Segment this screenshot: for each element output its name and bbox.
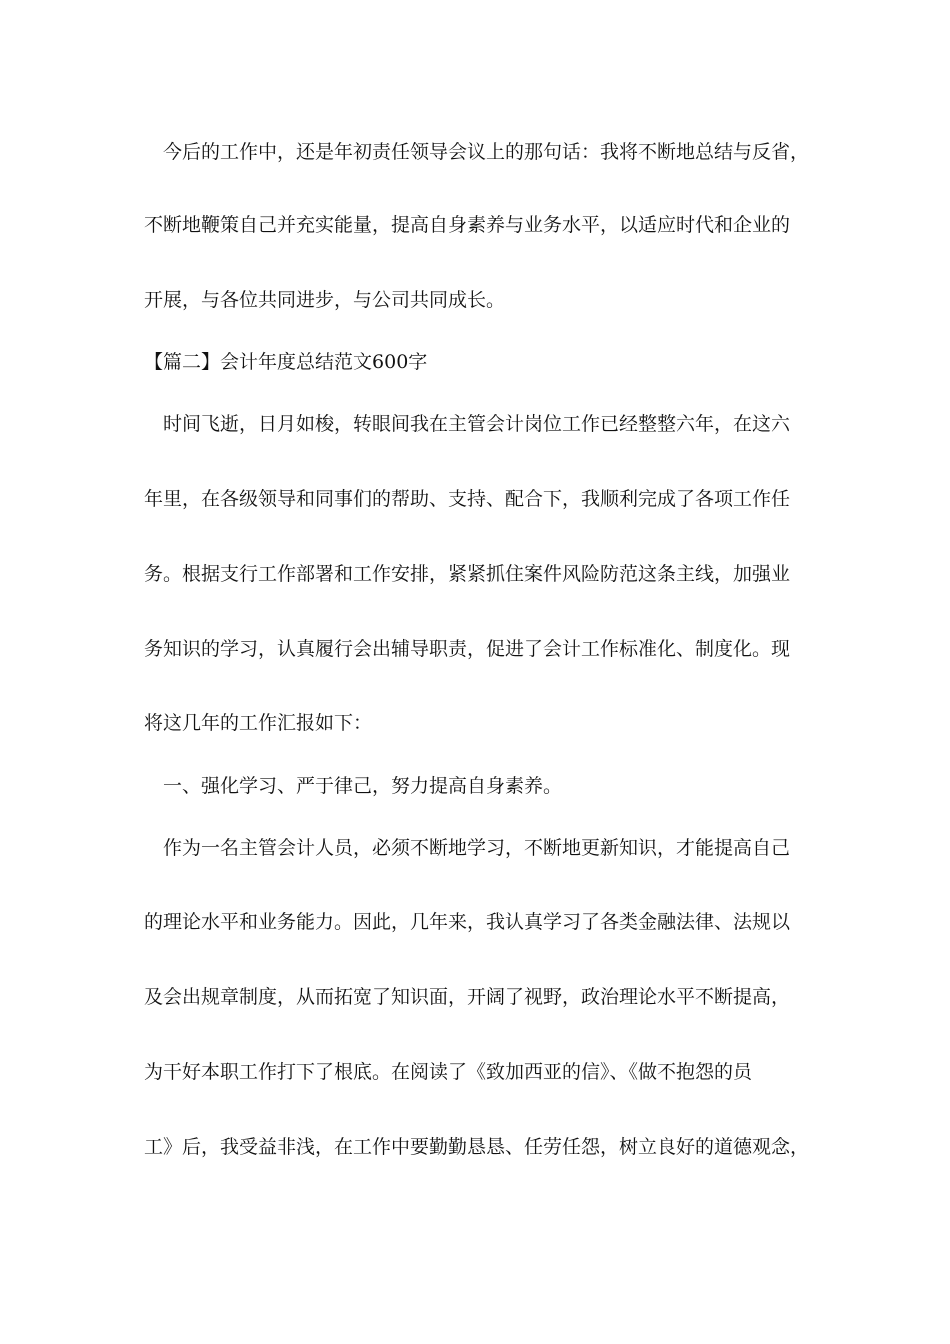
paragraph-line: 的理论水平和业务能力。因此，几年来，我认真学习了各类金融法律、法规以 (144, 911, 791, 933)
paragraph-line: 为干好本职工作打下了根底。在阅读了《致加西亚的信》、《做不抱怨的员 (144, 1061, 753, 1083)
heading-number: 600 (372, 351, 409, 373)
paragraph-line: 务知识的学习，认真履行会出辅导职责，促进了会计工作标准化、制度化。现 (144, 638, 791, 660)
paragraph-line: 工》后，我受益非浅，在工作中要勤勤恳恳、任劳任怨，树立良好的道德观念， (144, 1136, 810, 1158)
paragraph-line: 时间飞逝，日月如梭，转眼间我在主管会计岗位工作已经整整六年，在这六 (163, 413, 791, 435)
paragraph-line: 不断地鞭策自己并充实能量，提高自身素养与业务水平，以适应时代和企业的 (144, 214, 791, 236)
paragraph-line: 及会出规章制度，从而拓宽了知识面，开阔了视野，政治理论水平不断提高， (144, 986, 791, 1008)
heading-suffix: 字 (408, 351, 428, 373)
paragraph-line: 开展，与各位共同进步，与公司共同成长。 (144, 289, 506, 311)
paragraph-line: 务。根据支行工作部署和工作安排，紧紧抓住案件风险防范这条主线，加强业 (144, 563, 791, 585)
paragraph-line: 年里，在各级领导和同事们的帮助、支持、配合下，我顺利完成了各项工作任 (144, 488, 791, 510)
subsection-heading: 一、强化学习、严于律己，努力提高自身素养。 (163, 775, 563, 797)
paragraph-line: 今后的工作中，还是年初责任领导会议上的那句话：我将不断地总结与反省， (163, 141, 810, 163)
paragraph-line: 作为一名主管会计人员，必须不断地学习，不断地更新知识，才能提高自己 (163, 837, 791, 859)
section-heading (144, 349, 824, 375)
heading-prefix: 【篇二】会计年度总结范文 (144, 351, 373, 373)
paragraph-line: 将这几年的工作汇报如下： (144, 712, 373, 734)
